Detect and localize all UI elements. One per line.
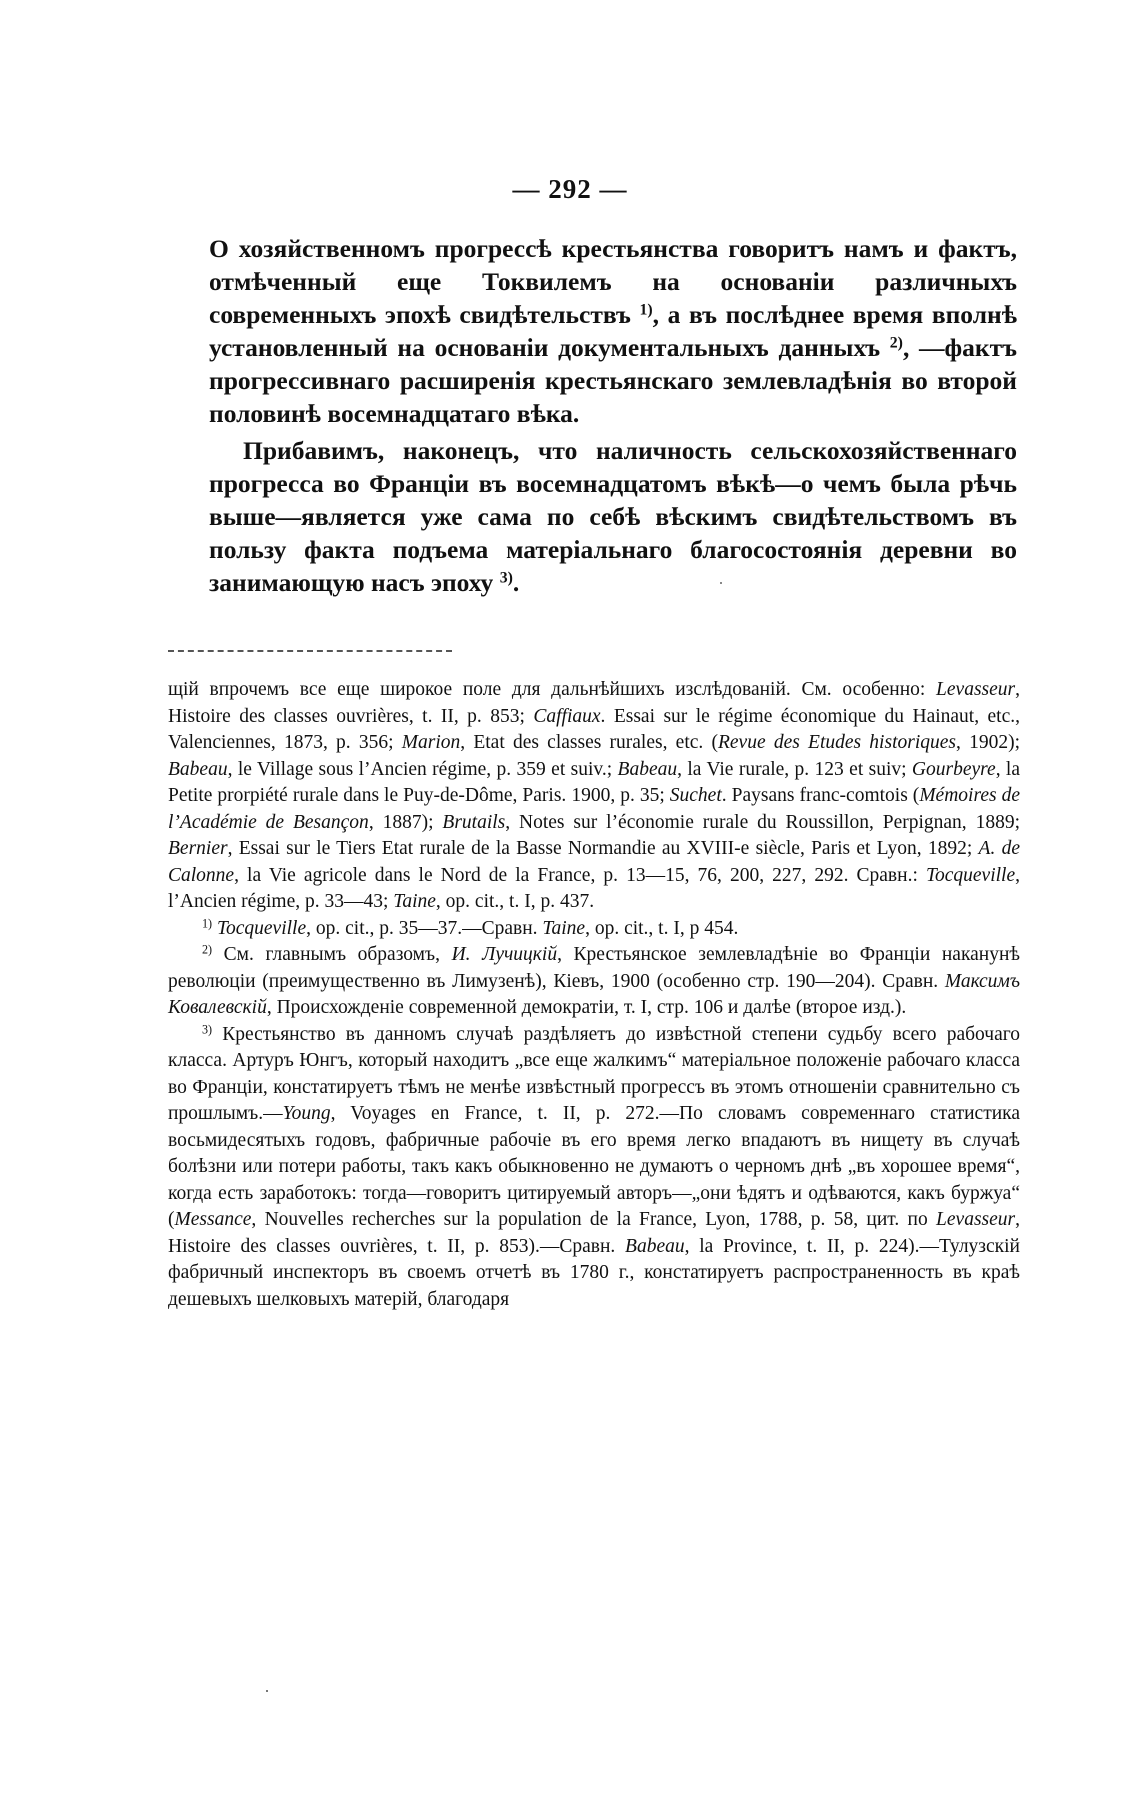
print-speck <box>720 582 722 584</box>
footnote-ref-2[interactable]: 2) <box>889 334 903 352</box>
footnote-3: $^{3)}$ Крестьянство въ данномъ случаѣ раздѣляетъ до извѣстной степени судьбу всего рабочаго класса. Артуръ Юнгъ, который находитъ „все еще жалкимъ“ матеріальное положеніе рабочаго класса во Франціи, констатируетъ тѣмъ не менѣе извѣстный прогрессъ въ этомъ отношеніи сравнительно съ прошлымъ.—Young, Voyages en France, t. II, p. 272.—По словамъ современнаго статистика восьмидесятыхъ годовъ, фабричные рабочіе въ его время легко впадаютъ въ нищету въ случаѣ болѣзни или потери работы, такъ какъ обыкновенно не думаютъ о черномъ днѣ „въ хорошее время“, когда есть заработокъ: тогда—говоритъ цитируемый авторъ—„они ѣдятъ и одѣваются, какъ буржуа“ (Messance, Nouvelles recherches sur la population de la France, Lyon, 1788, p. 58, цит. по Levasseur, Histoire des classes ouvrières, t. II, p. 853).—Сравн. Babeau, la Province, t. II, p. 224).—Тулузскій фабричный инспекторъ въ своемъ отчетѣ въ 1780 г., констатируетъ распространенность въ краѣ дешевыхъ шелковыхъ матерій, благодаря <box>168 1021 1020 1310</box>
footnote-separator <box>168 650 452 652</box>
footnote-2: $^{2)}$ См. главнымъ образомъ, И. Лучицкій, Крестьянское землевладѣніе во Франціи наканунѣ революціи (преимущественно въ Лимузенѣ), Кіевъ, 1900 (особенно стр. 190—204). Сравн. Максимъ Ковалевскій, Происхожденіе современной демократіи, т. I, стр. 106 и далѣе (второе изд.). <box>168 942 1020 1018</box>
footnotes <box>168 677 1020 1313</box>
print-speck <box>266 1690 268 1692</box>
footnote-ref-3[interactable]: 3) <box>499 569 513 587</box>
footnote-mark-2: 2) <box>202 942 213 957</box>
footnote-1: $^{1)}$ Tocqueville, op. cit., p. 35—37.—Сравн. Taine, op. cit., t. I, p 454. <box>202 915 739 939</box>
page-number: — 292 — <box>512 174 628 204</box>
footnote-mark-1: 1) <box>202 915 213 930</box>
footnote-continuation: щій впрочемъ все еще широкое поле для дальнѣйшихъ изслѣдованій. См. особенно: Levasseur, Histoire des classes ouvrières, t. II, p. 853; Caffiaux. Essai sur le régime économique du Hainaut, etc., Valenciennes, 1873, p. 356; Marion, Etat des classes rurales, etc. (Revue des Etudes historiques, 1902); Babeau, le Village sous l’Ancien régime, p. 359 et suiv.; Babeau, la Vie rurale, p. 123 et suiv; Gourbeyre, la Petite prorpiété rurale dans le Puy-de-Dôme, Paris. 1900, p. 35; Suchet. Paysans franc-comtois (Mémoires de l’Académie de Besançon, 1887); Brutails, Notes sur l’économie rurale du Roussillon, Perpignan, 1889; Bernier, Essai sur le Tiers Etat rurale de la Basse Normandie au XVIII-e siècle, Paris et Lyon, 1892; A. de Calonne, la Vie agricole dans le Nord de la France, p. 13—15, 76, 200, 227, 292. Сравн.: Tocqueville, l’Ancien régime, p. 33—43; Taine, op. cit., t. I, p. 437. <box>168 679 1021 912</box>
footnote-ref-1[interactable]: 1) <box>639 301 653 319</box>
footnote-mark-3: 3) <box>202 1021 213 1036</box>
main-text <box>209 232 1017 599</box>
paragraph-2: Прибавимъ, наконецъ, что наличность сельскохозяйственнаго прогресса во Франціи въ восемнадцатомъ вѣкѣ—о чемъ была рѣчь выше—является уже сама по себѣ вѣскимъ свидѣтельствомъ въ пользу факта подъема матеріальнаго благосостоянія деревни во занимающую насъ эпоху $^{3)}$. <box>209 436 1017 597</box>
paragraph-1: О хозяйственномъ прогрессѣ крестьянства говоритъ намъ и фактъ, отмѣченный еще Токвилемъ на основаніи различныхъ современныхъ эпохѣ свидѣтельствъ $^{1)}$, а въ послѣднее время вполнѣ установленный на основаніи документальныхъ данныхъ $^{2)}$, —фактъ прогрессивнаго расширенія крестьянскаго землевладѣнія во второй половинѣ восемнадцатаго вѣка. <box>209 234 1017 428</box>
